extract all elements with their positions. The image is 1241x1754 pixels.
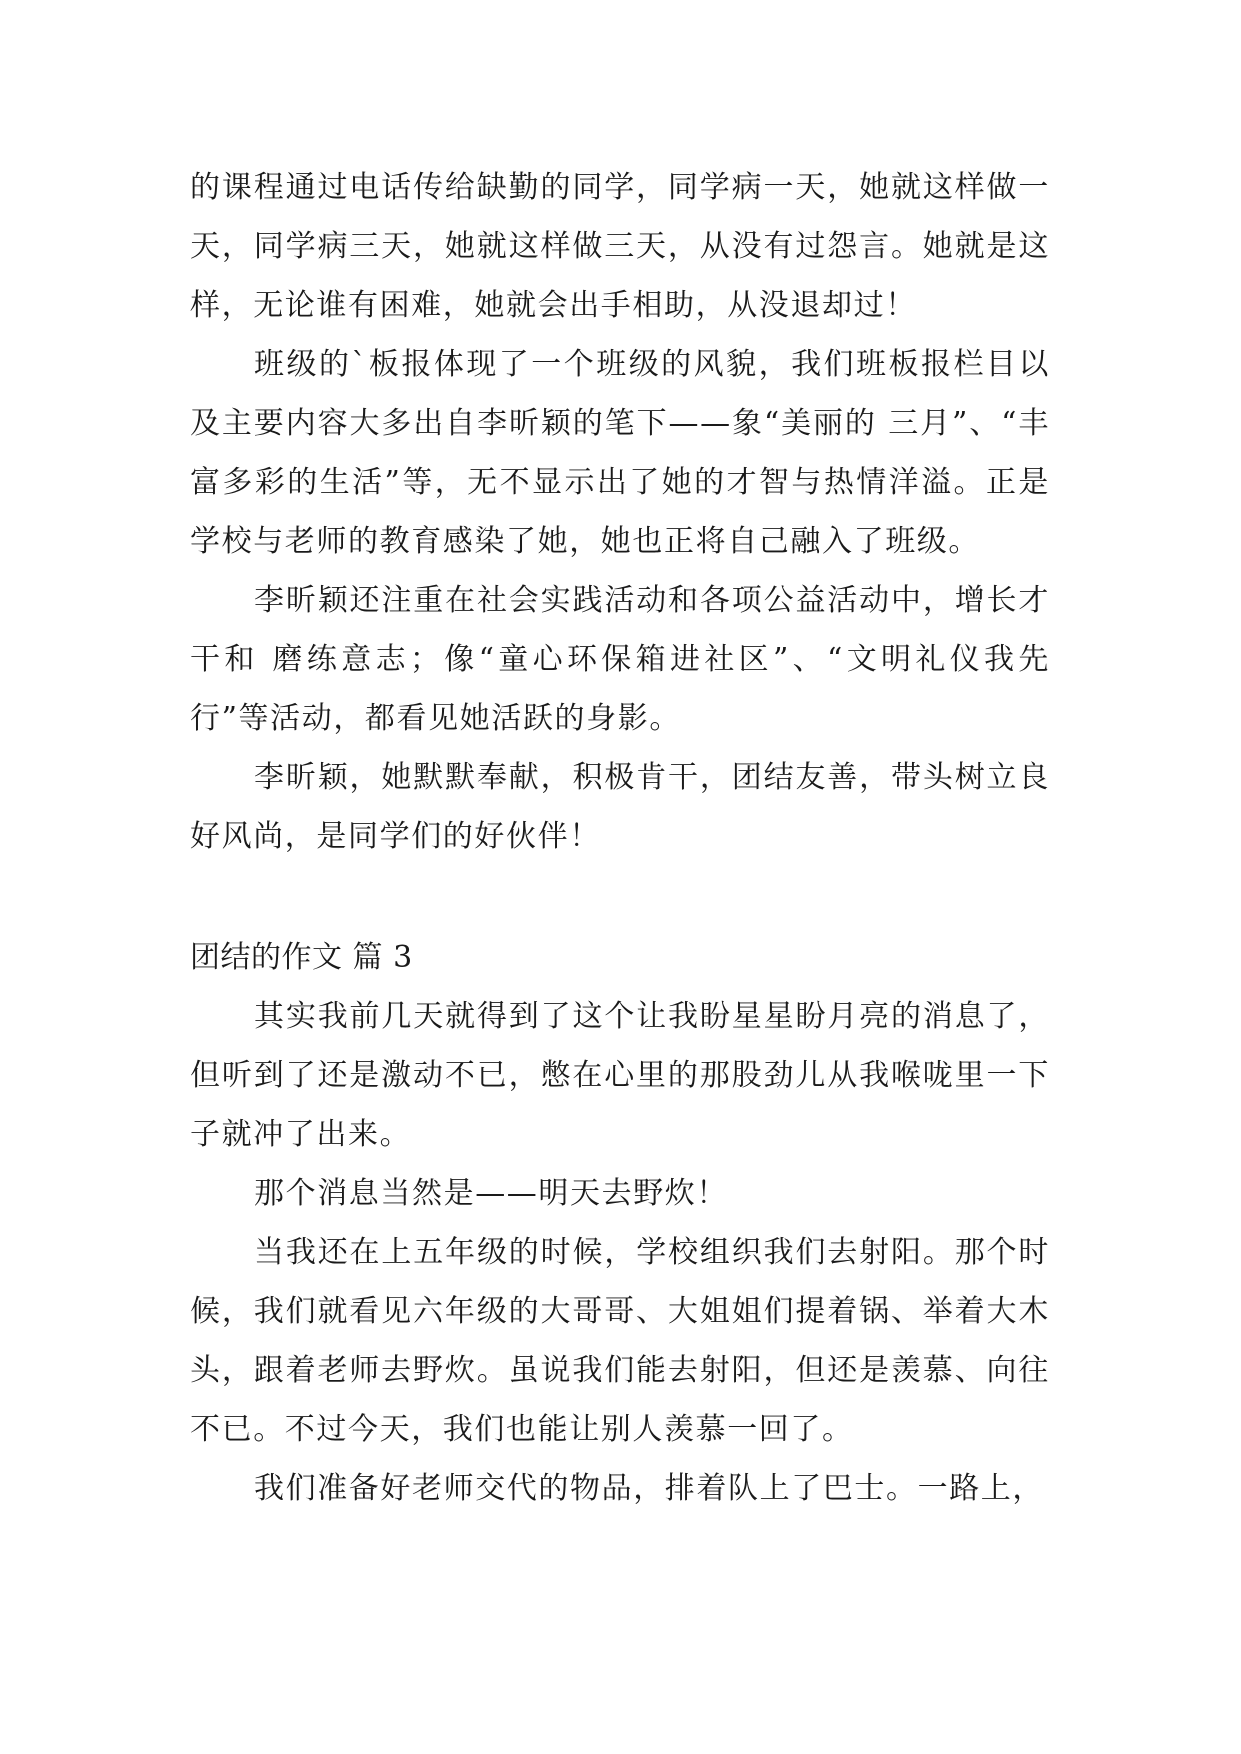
section-heading: 团结的作文 篇 3 — [190, 940, 413, 975]
paragraph-news: 其实我前几天就得到了这个让我盼星星盼月亮的消息了，但听到了还是激动不已，憋在心里的那股劲儿从我喉咙里一下子就冲了出来。 — [190, 999, 1050, 1152]
paragraph-fifth-grade: 当我还在上五年级的时候，学校组织我们去射阳。那个时候，我们就看见六年级的大哥哥、大姐姐们提着锅、举着大木头，跟着老师去野炊。虽说我们能去射阳，但还是羡慕、向往不已。不过今天，我们也能让别人羡慕一回了。 — [190, 1235, 1050, 1447]
paragraph-picnic: 那个消息当然是——明天去野炊！ — [254, 1176, 728, 1211]
paragraph-bus: 我们准备好老师交代的物品，排着队上了巴士。一路上， — [254, 1471, 1044, 1506]
paragraph-blackboard: 班级的`板报体现了一个班级的风貌，我们班板报栏目以及主要内容大多出自李昕颖的笔下——象“美丽的 三月”、“丰富多彩的生活”等，无不显示出了她的才智与热情洋溢。正是学校与老师的教育感染了她，她也正将自己融入了班级。 — [190, 347, 1050, 559]
paragraph-continued: 的课程通过电话传给缺勤的同学，同学病一天，她就这样做一天，同学病三天，她就这样做三天，从没有过怨言。她就是这样，无论谁有困难，她就会出手相助，从没退却过！ — [190, 170, 1050, 323]
paragraph-social-practice: 李昕颖还注重在社会实践活动和各项公益活动中，增长才干和 磨练意志；像“童心环保箱进社区”、“文明礼仪我先行”等活动，都看见她活跃的身影。 — [190, 583, 1050, 736]
paragraph-conclusion: 李昕颖，她默默奉献，积极肯干，团结友善，带头树立良好风尚，是同学们的好伙伴！ — [190, 760, 1050, 854]
document-page — [190, 158, 1050, 1518]
